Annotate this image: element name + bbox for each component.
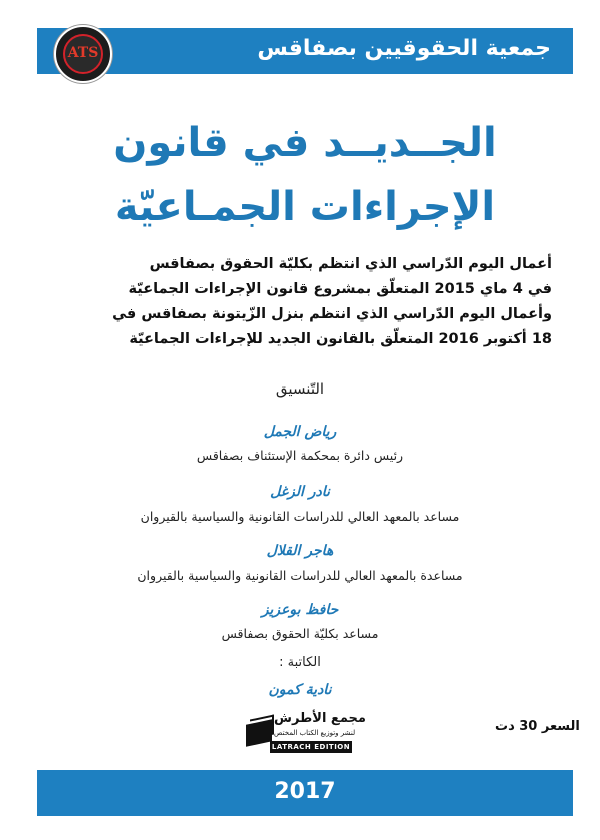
publisher-logo [240,708,366,760]
subtitle-line: أعمال اليوم الدّراسي الذي انتظم بكليّة الحقوق بصفاقس [149,256,552,272]
footer-band [37,770,573,816]
publisher-name-en: LATRACH EDITION [271,743,351,751]
book-title-line-2: الإجراءات الجمـاعيّة [114,184,496,230]
author-label: الكاتبة : [279,655,321,670]
book-subtitle [62,252,552,352]
coordination-label: التّنسيق [275,380,325,398]
coordinator-name: هاجر القلال [266,543,334,559]
subtitle-line: وأعمال اليوم الدّراسي الذي انتظم بنزل الزّيتونة بصفاقس في [112,306,552,322]
logo-text: ATS [67,45,99,61]
logo-emblem-icon [63,34,103,74]
publisher-name-ar: مجمع الأطرش [274,711,366,726]
author-name: نادية كمون [268,682,332,698]
subtitle-line: 18 أكتوبر 2016 المتعلّق بالقانون الجديد للإجراءات الجماعيّة [129,331,552,347]
coordinator-role: مساعد بكليّة الحقوق بصفاقس [221,626,379,641]
publication-year: 2017 [274,779,336,804]
publisher-tagline: لنشر وتوزيع الكتاب المختص [274,729,356,737]
association-logo [54,25,112,83]
coordinator-role: مساعد بالمعهد العالي للدراسات القانونية والسياسية بالقيروان [140,509,460,524]
subtitle-line: في 4 ماي 2015 المتعلّق بمشروع قانون الإجراءات الجماعيّة [128,281,552,297]
header-band [37,28,573,74]
coordinator-name: رياض الجمل [263,424,337,440]
book-icon-fill [246,719,272,747]
organization-name: جمعية الحقوقيين بصفاقس [257,36,551,61]
coordinator-name: حافظ بوعزيز [261,602,339,618]
price-label: السعر 30 دت [495,719,580,734]
book-title-line-1: الجــديــد في قانون [113,120,497,166]
coordinator-role: رئيس دائرة بمحكمة الإستئناف بصفاقس [196,448,404,463]
coordinator-role: مساعدة بالمعهد العالي للدراسات القانونية والسياسية بالقيروان [137,568,463,583]
coordinator-name: نادر الزغل [270,484,330,500]
